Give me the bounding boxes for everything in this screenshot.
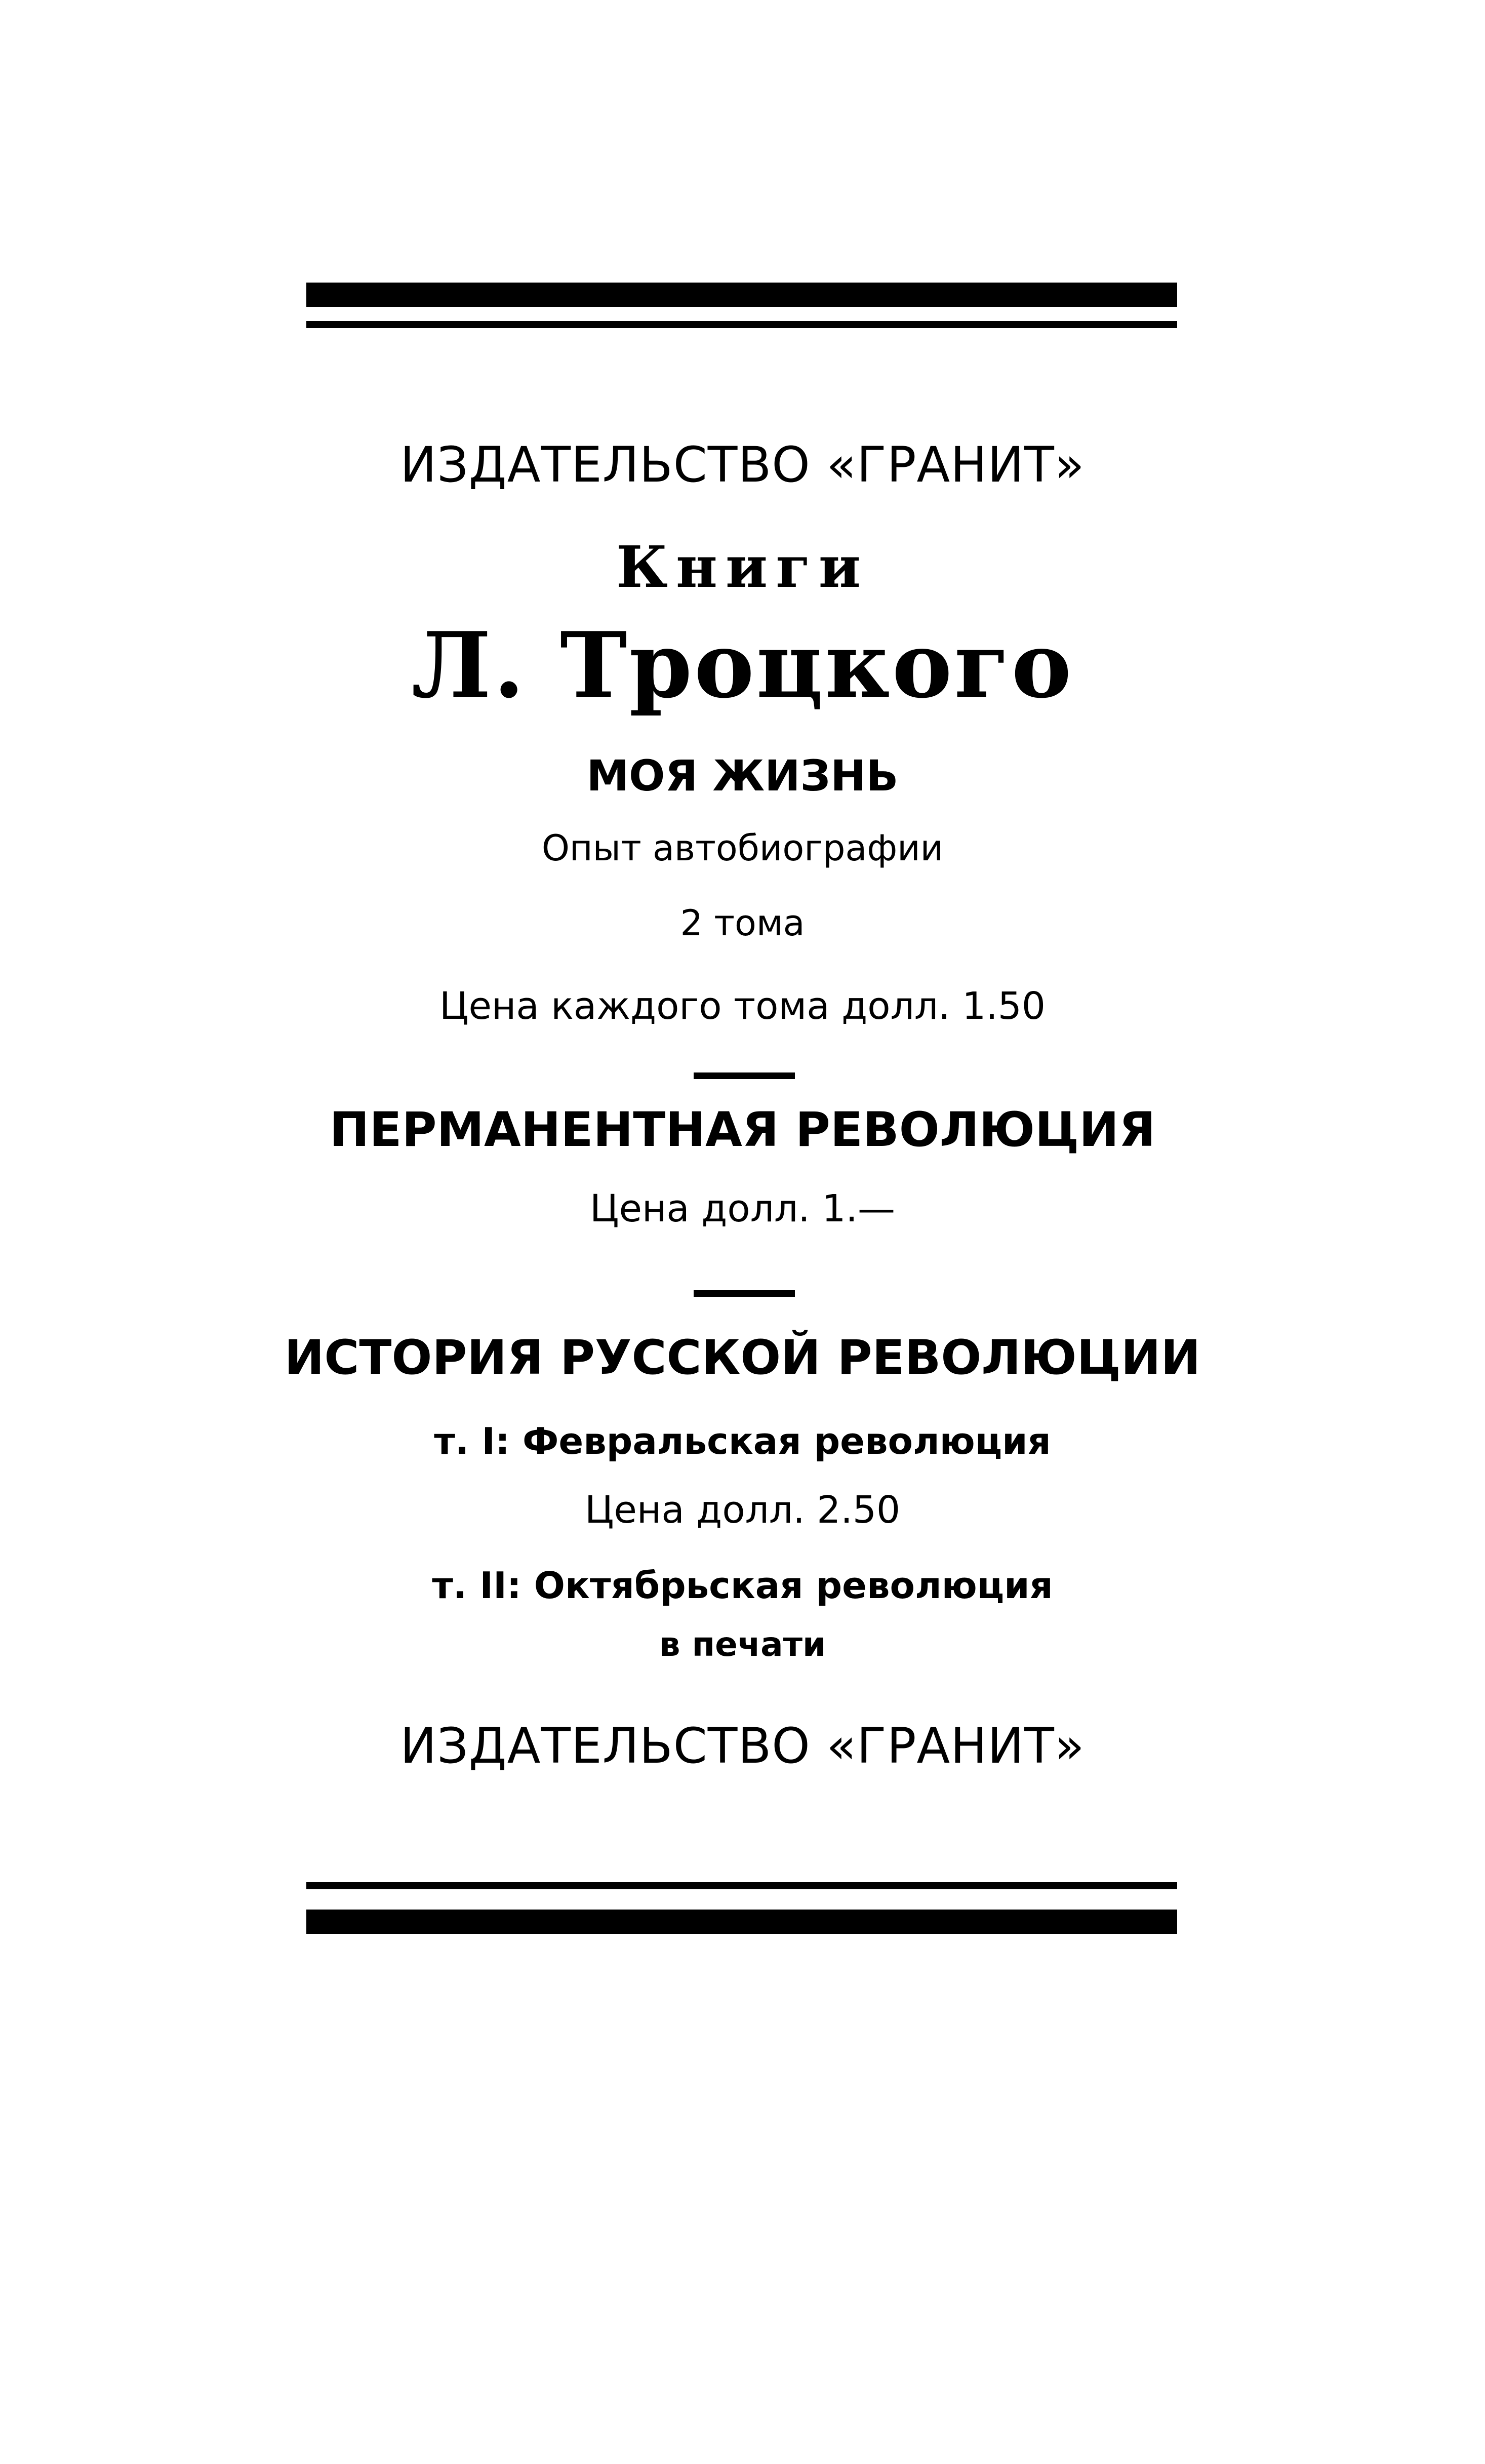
book3-title: ИСТОРИЯ РУССКОЙ РЕВОЛЮЦИИ — [284, 1330, 1201, 1385]
separator-1 — [694, 1072, 795, 1079]
bottom-rule-thin — [306, 1882, 1177, 1889]
top-rule — [306, 283, 1177, 338]
author-name: Л. Троцкого — [411, 612, 1074, 718]
book1-title: МОЯ ЖИЗНЬ — [586, 751, 899, 801]
book2-price: Цена долл. 1.— — [590, 1187, 895, 1230]
top-rule-thin — [306, 321, 1177, 328]
book3-vol2: т. II: Октябрьская революция — [432, 1564, 1053, 1607]
book3-vol2-status: в печати — [659, 1625, 826, 1664]
book1-volumes: 2 тома — [680, 902, 805, 944]
top-rule-thick — [306, 283, 1177, 307]
book1-subtitle: Опыт автобиографии — [541, 827, 944, 869]
book1-price: Цена каждого тома долл. 1.50 — [439, 984, 1046, 1028]
heading-knigi: Книги — [616, 534, 869, 601]
bottom-rule — [306, 1882, 1177, 1939]
separator-2 — [694, 1290, 795, 1297]
book2-title: ПЕРМАНЕНТНАЯ РЕВОЛЮЦИЯ — [329, 1102, 1156, 1158]
bottom-rule-thick — [306, 1910, 1177, 1934]
book3-vol1-price: Цена долл. 2.50 — [584, 1488, 901, 1532]
publisher-bottom: ИЗДАТЕЛЬСТВО «ГРАНИТ» — [400, 1718, 1085, 1774]
publisher-top: ИЗДАТЕЛЬСТВО «ГРАНИТ» — [400, 436, 1085, 493]
book3-vol1: т. I: Февральская революция — [434, 1420, 1051, 1462]
